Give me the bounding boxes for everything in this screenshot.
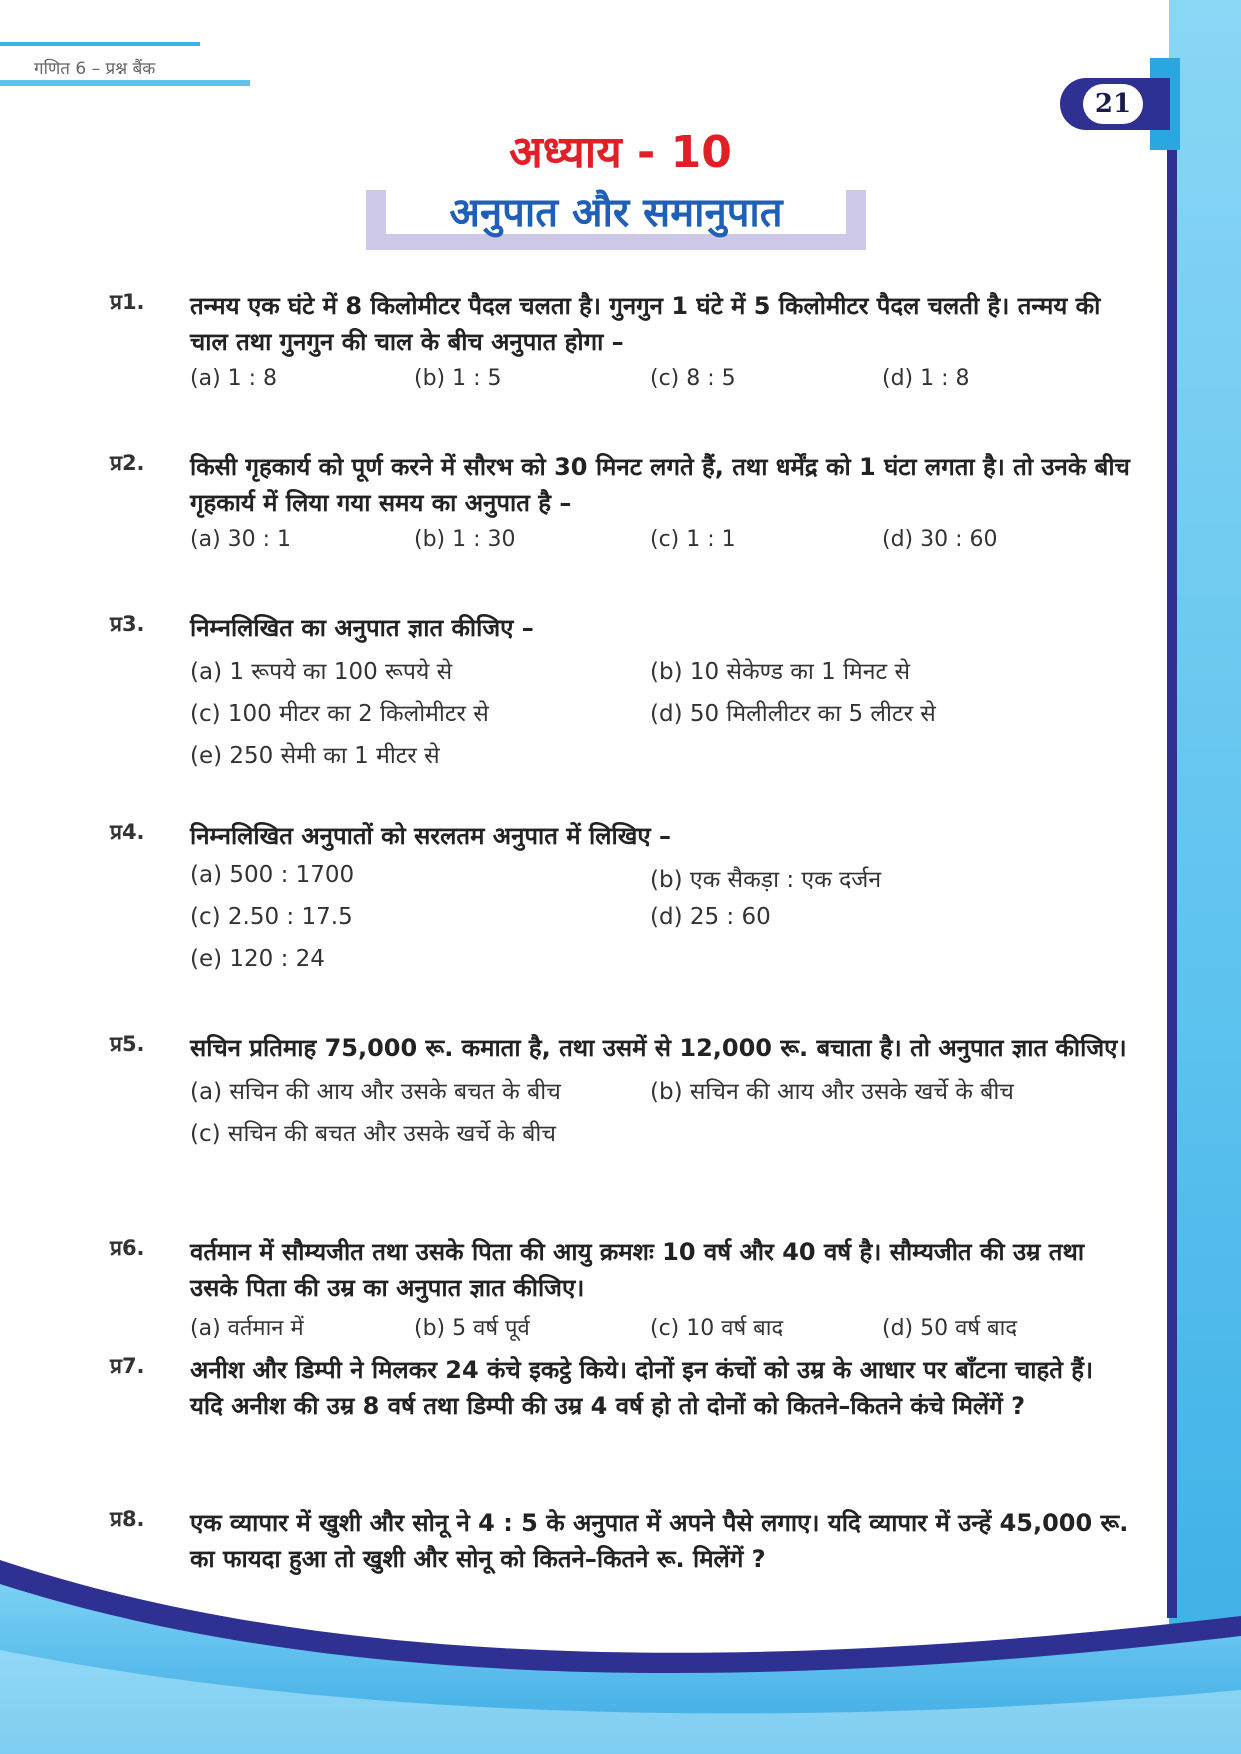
question-text: निम्नलिखित अनुपातों को सरलतम अनुपात में लिखिए – (190, 822, 671, 850)
option-d: (d) 50 मिलीलीटर का 5 लीटर से (650, 701, 936, 727)
options (190, 527, 1130, 563)
option-d: (d) 1 : 8 (882, 366, 970, 391)
option-a: (a) 500 : 1700 (190, 862, 355, 888)
option-d: (d) 50 वर्ष बाद (882, 1316, 1017, 1341)
option-b: (b) 5 वर्ष पूर्व (414, 1316, 530, 1341)
question-number: प्र2. (110, 451, 145, 475)
question-number: प्र1. (110, 290, 145, 314)
option-e: (e) 120 : 24 (190, 946, 325, 972)
option-c: (c) सचिन की बचत और उसके खर्चे के बीच (190, 1121, 556, 1147)
bottom-wave-decoration (0, 1540, 1241, 1754)
question-2 (110, 449, 1130, 563)
question-text: वर्तमान में सौम्यजीत तथा उसके पिता की आयु क्रमशः 10 वर्ष और 40 वर्ष है। सौम्यजीत की उम्र तथा उसके पिता की उम्र का अनुपात ज्ञात कीजिए। (190, 1238, 1085, 1302)
question-text: सचिन प्रतिमाह 75,000 रू. कमाता है, तथा उसमें से 12,000 रू. बचाता है। तो अनुपात ज्ञात कीजिए। (190, 1034, 1127, 1062)
question-7 (110, 1352, 1130, 1424)
options (190, 1074, 1130, 1158)
option-a: (a) 1 रूपये का 100 रूपये से (190, 659, 453, 685)
question-5 (110, 1030, 1130, 1158)
option-b: (b) 1 : 30 (414, 527, 516, 552)
options (190, 654, 1130, 780)
option-c: (c) 1 : 1 (650, 527, 736, 552)
option-b: (b) सचिन की आय और उसके खर्चे के बीच (650, 1079, 1014, 1105)
options (190, 1312, 1130, 1348)
option-c: (c) 2.50 : 17.5 (190, 904, 353, 930)
question-number: प्र8. (110, 1507, 145, 1531)
question-text: तन्मय एक घंटे में 8 किलोमीटर पैदल चलता है। गुनगुन 1 घंटे में 5 किलोमीटर पैदल चलती है। तन्मय की चाल तथा गुनगुन की चाल के बीच अनुपात होगा – (190, 292, 1101, 356)
question-number: प्र7. (110, 1354, 145, 1378)
question-text: अनीश और डिम्पी ने मिलकर 24 कंचे इकट्ठे किये। दोनों इन कंचों को उम्र के आधार पर बाँटना चाहते हैं। यदि अनीश की उम्र 8 वर्ष तथा डिम्पी की उम्र 4 वर्ष हो तो दोनों को कितने–कितने कंचे मिलेंगें ? (190, 1356, 1094, 1420)
options (190, 366, 1130, 402)
option-c: (c) 100 मीटर का 2 किलोमीटर से (190, 701, 489, 727)
page-number: 21 (1083, 84, 1143, 124)
option-a: (a) 30 : 1 (190, 527, 292, 552)
question-4 (110, 818, 1130, 988)
question-3 (110, 610, 1130, 780)
option-a: (a) सचिन की आय और उसके बचत के बीच (190, 1079, 561, 1105)
question-text: एक व्यापार में खुशी और सोनू ने 4 : 5 के अनुपात में अपने पैसे लगाए। यदि व्यापार में उन्हें 45,000 रू. का फायदा हुआ तो खुशी और सोनू को कितने–कितने रू. मिलेंगें ? (190, 1509, 1129, 1573)
question-number: प्र6. (110, 1236, 145, 1260)
option-a: (a) वर्तमान में (190, 1316, 304, 1341)
chapter-number: अध्याय - 10 (509, 127, 732, 178)
header-strip-lower (0, 80, 250, 86)
question-text: निम्नलिखित का अनुपात ज्ञात कीजिए – (190, 614, 534, 642)
option-c: (c) 10 वर्ष बाद (650, 1316, 784, 1341)
options (190, 862, 1130, 988)
option-b: (b) 1 : 5 (414, 366, 502, 391)
question-1 (110, 288, 1130, 402)
option-b: (b) एक सैकड़ा : एक दर्जन (650, 867, 882, 893)
option-c: (c) 8 : 5 (650, 366, 736, 391)
question-text: किसी गृहकार्य को पूर्ण करने में सौरभ को 30 मिनट लगते हैं, तथा धर्मेंद्र को 1 घंटा लगता है। तो उनके बीच गृहकार्य में लिया गया समय का अनुपात है – (190, 453, 1130, 517)
option-b: (b) 10 सेकेण्ड का 1 मिनट से (650, 659, 910, 685)
question-number: प्र4. (110, 820, 145, 844)
question-6 (110, 1234, 1130, 1348)
option-e: (e) 250 सेमी का 1 मीटर से (190, 743, 440, 769)
option-a: (a) 1 : 8 (190, 366, 278, 391)
question-number: प्र3. (110, 612, 145, 636)
header-strip (0, 42, 200, 46)
option-d: (d) 30 : 60 (882, 527, 998, 552)
question-number: प्र5. (110, 1032, 145, 1056)
option-d: (d) 25 : 60 (650, 904, 771, 930)
right-decorative-band (1169, 0, 1241, 1754)
right-vertical-rule (1167, 58, 1177, 1618)
chapter-title: अनुपात और समानुपात (449, 190, 783, 236)
book-title: गणित 6 – प्रश्न बैंक (34, 59, 156, 79)
